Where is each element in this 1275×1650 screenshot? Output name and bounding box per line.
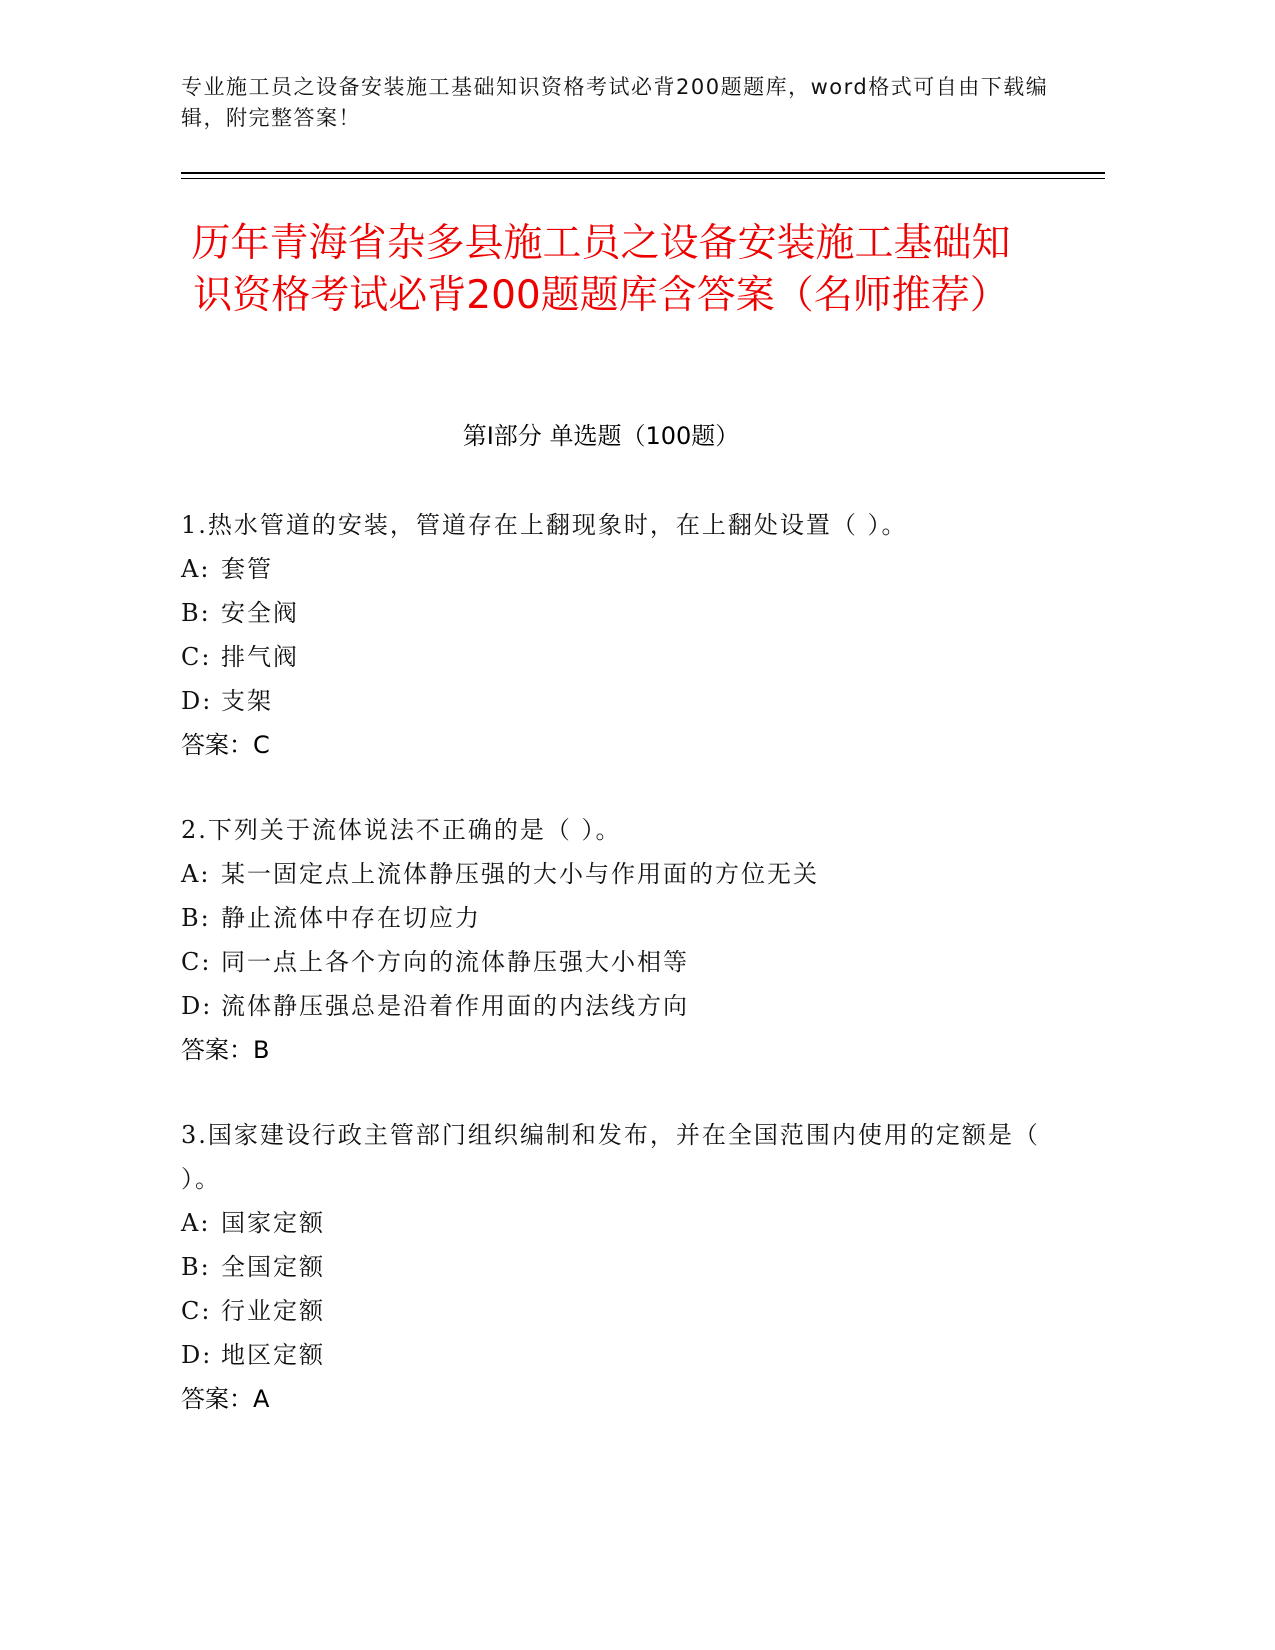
option-a <box>181 852 1061 896</box>
answer-line <box>181 1377 1061 1421</box>
option-letter: A: <box>181 555 211 583</box>
answer-value: A <box>253 1385 270 1413</box>
option-a <box>181 547 1061 591</box>
option-text: 安全阀 <box>221 599 299 627</box>
option-letter: B: <box>181 1253 211 1281</box>
option-letter: D: <box>181 1341 213 1369</box>
option-text: 地区定额 <box>221 1341 325 1369</box>
option-text: 全国定额 <box>221 1253 325 1281</box>
answer-prefix: 答案： <box>181 1036 253 1064</box>
option-d <box>181 1333 1061 1377</box>
option-d <box>181 984 1061 1028</box>
option-letter: B: <box>181 599 211 627</box>
answer-value: C <box>253 731 270 759</box>
option-letter: C: <box>181 948 212 976</box>
option-letter: C: <box>181 1297 212 1325</box>
answer-line <box>181 1028 1061 1072</box>
option-d <box>181 679 1061 723</box>
header-note: 专业施工员之设备安装施工基础知识资格考试必背200题题库，word格式可自由下载编辑，附完整答案！ <box>181 75 1049 130</box>
option-b <box>181 591 1061 635</box>
answer-line <box>181 723 1061 767</box>
option-text: 静止流体中存在切应力 <box>221 904 481 932</box>
section-heading: 第I部分 单选题（100题） <box>462 422 740 450</box>
option-c <box>181 1289 1061 1333</box>
question-3 <box>181 1113 1061 1421</box>
option-letter: D: <box>181 687 213 715</box>
question-2 <box>181 808 1061 1072</box>
header-divider-thin <box>181 178 1105 179</box>
question-1 <box>181 503 1061 767</box>
option-c <box>181 940 1061 984</box>
option-letter: A: <box>181 1209 211 1237</box>
option-letter: A: <box>181 860 211 888</box>
question-stem: 3.国家建设行政主管部门组织编制和发布，并在全国范围内使用的定额是（ ）。 <box>181 1121 1040 1193</box>
option-text: 国家定额 <box>221 1209 325 1237</box>
option-text: 同一点上各个方向的流体静压强大小相等 <box>221 948 689 976</box>
option-text: 套管 <box>221 555 273 583</box>
question-stem: 2.下列关于流体说法不正确的是（ ）。 <box>181 816 622 844</box>
option-letter: B: <box>181 904 211 932</box>
option-text: 流体静压强总是沿着作用面的内法线方向 <box>221 992 689 1020</box>
header-divider-thick <box>181 172 1105 174</box>
option-text: 排气阀 <box>221 643 299 671</box>
answer-prefix: 答案： <box>181 1385 253 1413</box>
option-text: 某一固定点上流体静压强的大小与作用面的方位无关 <box>221 860 819 888</box>
answer-prefix: 答案： <box>181 731 253 759</box>
option-letter: D: <box>181 992 213 1020</box>
option-text: 支架 <box>221 687 273 715</box>
option-b <box>181 896 1061 940</box>
option-letter: C: <box>181 643 212 671</box>
answer-value: B <box>253 1036 270 1064</box>
option-a <box>181 1201 1061 1245</box>
option-b <box>181 1245 1061 1289</box>
option-c <box>181 635 1061 679</box>
document-title: 历年青海省杂多县施工员之设备安装施工基础知识资格考试必背200题题库含答案（名师推荐） <box>191 221 1011 318</box>
option-text: 行业定额 <box>221 1297 325 1325</box>
question-stem: 1.热水管道的安装，管道存在上翻现象时，在上翻处设置（ ）。 <box>181 511 908 539</box>
